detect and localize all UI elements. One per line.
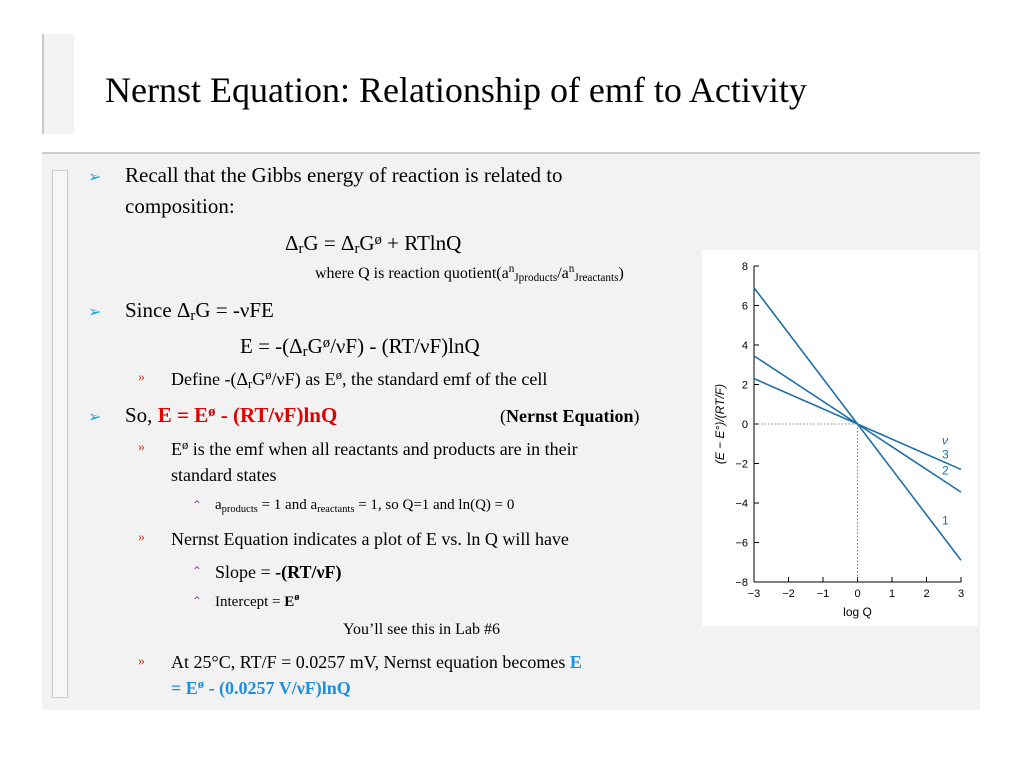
bullet-arrow-icon: ➢ xyxy=(88,169,102,186)
plot-line: Nernst Equation indicates a plot of E vs. ln Q will have xyxy=(171,529,569,549)
series-label-2: 2 xyxy=(942,463,949,478)
series-label-1: 1 xyxy=(942,513,949,528)
x-tick-label: −1 xyxy=(816,588,830,600)
caret-bullet-icon: ⌃ xyxy=(192,564,203,578)
at25-line-2: = $E^ø - (0.0257$ V/νF)lnQ xyxy=(171,677,351,698)
nernst-equation-label: (Nernst Equation) xyxy=(500,406,640,426)
bullet-arrow-icon: ➢ xyxy=(88,304,102,321)
sub-bullet-icon: » xyxy=(138,530,145,545)
x-tick-label: 1 xyxy=(888,588,896,600)
emf-equation: $E = -(\Delta_rG^ø/\nu F) - (RT/\nu F)\ln Q$ xyxy=(240,334,480,360)
nernst-plot-chart xyxy=(702,250,978,626)
y-tick-label: −8 xyxy=(735,577,748,589)
y-tick-label: −6 xyxy=(735,537,748,550)
since-line: Since $\Delta_rG = -\nu FE$ xyxy=(125,298,274,324)
standard-emf-line-1: $E^ø$ is the emf when all reactants and products are in their xyxy=(171,438,578,459)
activity-line: $a_{products} = 1$ and $a_{reactants} = 1$, so Q=1 and ln(Q) = 0 xyxy=(215,497,515,515)
y-tick-label: 2 xyxy=(741,379,748,392)
gibbs-equation: $\Delta_rG = \Delta_rG^ø + RTlnQ$ xyxy=(285,231,462,257)
quotient-note: where Q is reaction $quotient(a^n_{Jproducts}/a^n_{Jreactants})$ xyxy=(315,263,624,284)
intercept-line: Intercept = $E^ø$ xyxy=(215,592,300,610)
y-tick-label: 6 xyxy=(741,300,748,313)
at25-line-1: At 25°C, RT/F = 0.0257 mV, Nernst equation becomes E xyxy=(171,652,582,672)
define-line: Define $-(\Delta_rG^ø/\nu F)$ as $E^ø$, the standard emf of the cell xyxy=(171,368,548,391)
y-tick-label: 0 xyxy=(741,419,748,431)
x-tick-label: −2 xyxy=(782,588,795,600)
x-tick-label: 3 xyxy=(957,588,965,600)
nernst-plot-figure xyxy=(702,250,978,626)
bullet-arrow-icon: ➢ xyxy=(88,409,102,426)
sub-bullet-icon: » xyxy=(138,370,145,385)
y-tick-label: −4 xyxy=(735,498,748,510)
x-axis-label: log Q xyxy=(843,605,872,619)
recall-line-1: Recall that the Gibbs energy of reaction is related to xyxy=(125,163,563,187)
caret-bullet-icon: ⌃ xyxy=(192,594,203,608)
x-tick-label: 0 xyxy=(854,588,861,600)
y-tick-label: −2 xyxy=(735,458,748,471)
sub-bullet-icon: » xyxy=(138,440,145,455)
slope-line: Slope = -(RT/νF) xyxy=(215,562,342,582)
x-tick-label: −3 xyxy=(747,588,761,600)
caret-bullet-icon: ⌃ xyxy=(192,498,203,512)
sub-bullet-icon: » xyxy=(138,654,145,669)
y-axis-label: (E − E°)/(RT/F) xyxy=(713,383,727,465)
recall-line-2: composition: xyxy=(125,194,235,218)
x-tick-label: 2 xyxy=(923,588,930,600)
nernst-line: So, $E = E^ø - (RT/\nu F)\ln Q$ xyxy=(125,403,338,427)
y-tick-label: 8 xyxy=(741,261,748,273)
legend-title: ν xyxy=(942,433,949,448)
lab-note: You’ll see this in Lab #6 xyxy=(343,621,501,638)
slide-title: Nernst Equation: Relationship of emf to Activity xyxy=(105,70,807,110)
standard-emf-line-2: standard states xyxy=(171,465,277,485)
series-label-3: 3 xyxy=(942,447,949,462)
y-tick-label: 4 xyxy=(741,340,748,352)
